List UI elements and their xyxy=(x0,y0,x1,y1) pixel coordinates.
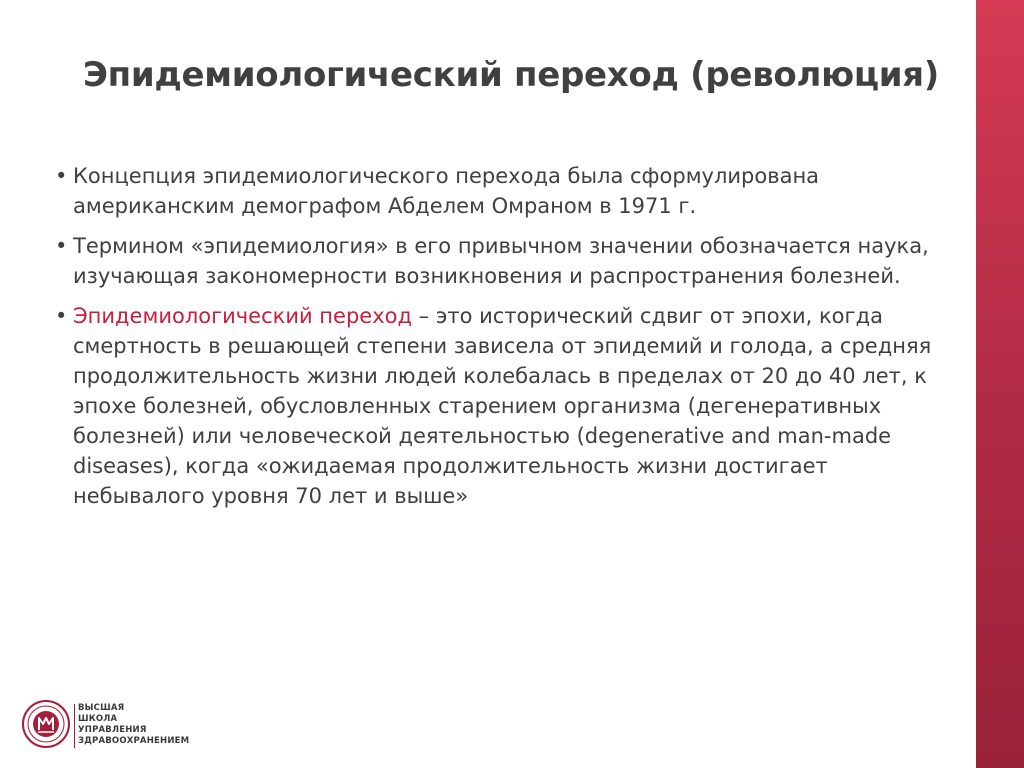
bullet-dot-icon: • xyxy=(55,164,68,188)
decorative-side-bar xyxy=(976,0,1024,768)
bullet-item-2 xyxy=(55,231,935,291)
bullet-text: Концепция эпидемиологического перехода была сформулирована американским демографом Абделем Омраном в 1971 г. xyxy=(73,164,820,218)
logo-line: ЗДРАВООХРАНЕНИЕМ xyxy=(78,736,190,746)
bullet-term-highlight: Эпидемиологический переход xyxy=(73,304,412,328)
bullet-list xyxy=(55,161,935,521)
logo-line: УПРАВЛЕНИЯ xyxy=(78,725,147,735)
bullet-dot-icon: • xyxy=(55,234,68,258)
bullet-text: – это исторический сдвиг от эпохи, когда смертность в решающей степени зависела от эпидемий и голода, а средняя продолжительность жизни людей колебалась в пределах от 20 до 40 лет, к эпохе болезней, обусловленных старением организма (дегенеративных болезней) или человеческой деятельностью (degenerative and man-made diseases), когда «ожидаемая продолжительность жизни достигает небывалого уровня 70 лет и выше» xyxy=(73,304,932,508)
slide-title: Эпидемиологический переход (революция) xyxy=(83,55,940,95)
school-seal-icon xyxy=(22,700,70,748)
bullet-item-3 xyxy=(55,301,935,511)
bullet-item-1 xyxy=(55,161,935,221)
logo-line: ВЫСШАЯ xyxy=(78,703,125,713)
logo-line: ШКОЛА xyxy=(78,714,118,724)
logo-text xyxy=(78,703,189,747)
school-logo xyxy=(22,700,222,758)
bullet-text: Термином «эпидемиология» в его привычном значении обозначается наука, изучающая закономерности возникновения и распространения болезней. xyxy=(73,234,929,288)
logo-divider xyxy=(74,704,75,748)
bullet-dot-icon: • xyxy=(55,304,68,328)
